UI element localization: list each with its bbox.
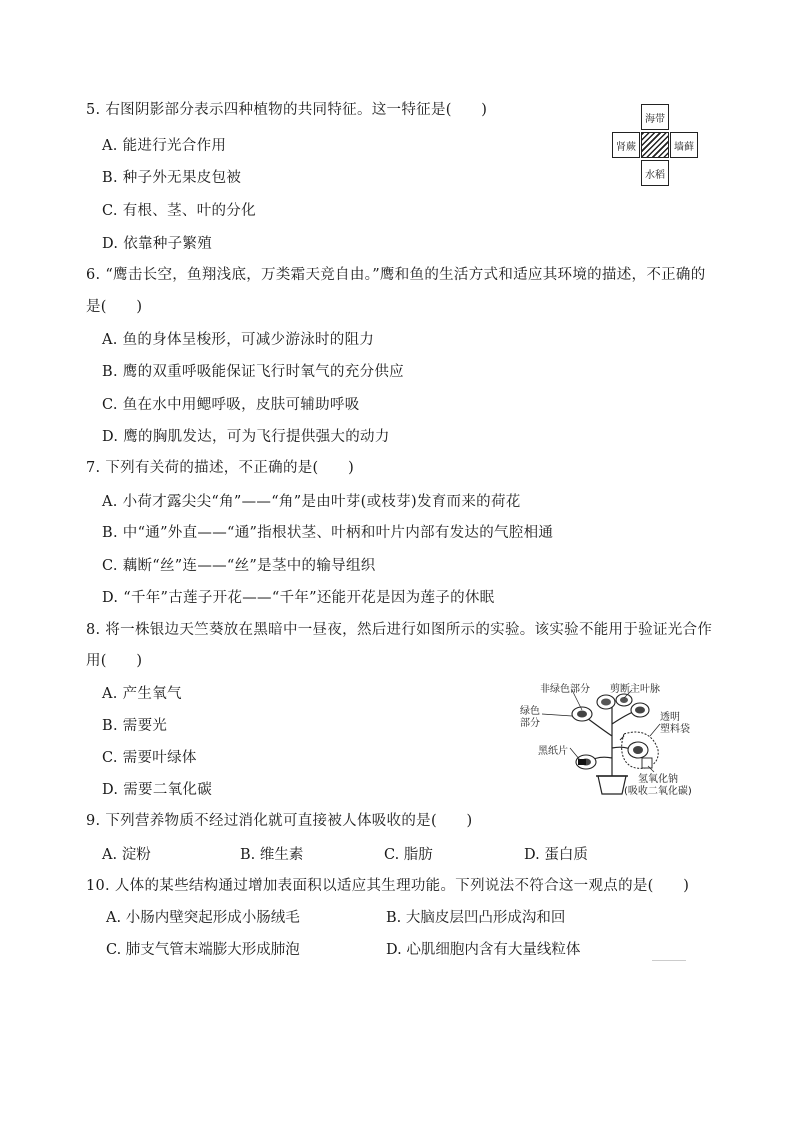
q5-option-b[interactable]: B. 种子外无果皮包被	[102, 170, 242, 186]
q7-option-d[interactable]: D. “千年”古莲子开花——“千年”还能开花是因为莲子的休眠	[102, 590, 495, 606]
label-transparent-bag-2: 塑料袋	[660, 724, 690, 735]
q9-option-a[interactable]: A. 淀粉	[102, 847, 151, 863]
q6-stem-line2: 是( )	[86, 299, 143, 315]
q10-stem: 10. 人体的某些结构通过增加表面积以适应其生理功能。下列说法不符合这一观点的是( )	[86, 878, 690, 894]
q6-option-b[interactable]: B. 鹰的双重呼吸能保证飞行时氧气的充分供应	[102, 364, 404, 380]
label-naoh-note: (吸收二氧化碳)	[624, 786, 692, 797]
cross-left-fern: 肾蕨	[612, 132, 640, 158]
q5-cross-diagram	[612, 104, 700, 188]
label-black-paper: 黑纸片	[538, 746, 568, 757]
q8-stem-line2: 用( )	[86, 653, 143, 669]
cross-top-kelp: 海带	[641, 104, 669, 130]
q9-options-row	[102, 845, 702, 865]
cross-bottom-rice: 水稻	[641, 160, 669, 186]
q8-stem-line1: 8. 将一株银边天竺葵放在黑暗中一昼夜，然后进行如图所示的实验。该实验不能用于验证光合作	[86, 622, 713, 638]
q10-options-row-1	[102, 908, 702, 928]
label-green-part-2: 部分	[520, 718, 540, 729]
q7-option-b[interactable]: B. 中“通”外直——“通”指根状茎、叶柄和叶片内部有发达的气腔相通	[102, 525, 554, 541]
q9-option-d[interactable]: D. 蛋白质	[524, 847, 588, 863]
q7-stem: 7. 下列有关荷的描述，不正确的是( )	[86, 460, 355, 476]
label-transparent-bag-1: 透明	[660, 712, 680, 723]
q8-option-c[interactable]: C. 需要叶绿体	[102, 750, 197, 766]
q8-option-b[interactable]: B. 需要光	[102, 718, 168, 734]
q9-option-b[interactable]: B. 维生素	[240, 847, 304, 863]
q8-option-a[interactable]: A. 产生氧气	[102, 686, 182, 702]
q10-option-c[interactable]: C. 肺支气管末端膨大形成肺泡	[106, 942, 300, 958]
q6-option-d[interactable]: D. 鹰的胸肌发达，可为飞行提供强大的动力	[102, 429, 390, 445]
q10-option-d[interactable]: D. 心肌细胞内含有大量线粒体	[386, 942, 581, 958]
q9-stem: 9. 下列营养物质不经过消化就可直接被人体吸收的是( )	[86, 813, 473, 829]
q5-option-d[interactable]: D. 依靠种子繁殖	[102, 236, 213, 252]
q10-option-b[interactable]: B. 大脑皮层凹凸形成沟和回	[386, 910, 566, 926]
q9-option-c[interactable]: C. 脂肪	[384, 847, 433, 863]
q5-option-a[interactable]: A. 能进行光合作用	[102, 138, 227, 154]
label-green-part-1: 绿色	[520, 706, 540, 717]
q5-stem: 5. 右图阴影部分表示四种植物的共同特征。这一特征是( )	[86, 102, 488, 118]
q10-options-row-2	[102, 940, 702, 960]
label-naoh: 氢氧化钠	[638, 774, 678, 785]
label-cut-main-vein: 剪断主叶脉	[610, 684, 660, 695]
q8-option-d[interactable]: D. 需要二氧化碳	[102, 782, 213, 798]
q6-option-a[interactable]: A. 鱼的身体呈梭形，可减少游泳时的阻力	[102, 332, 375, 348]
q6-stem-line1: 6. “鹰击长空，鱼翔浅底，万类霜天竞自由。”鹰和鱼的生活方式和适应其环境的描述，不正确的	[86, 267, 706, 283]
q7-option-c[interactable]: C. 藕断“丝”连——“丝”是茎中的输导组织	[102, 558, 376, 574]
q10-option-a[interactable]: A. 小肠内壁突起形成小肠绒毛	[106, 910, 300, 926]
cross-center-shaded	[641, 132, 669, 158]
q7-option-a[interactable]: A. 小荷才露尖尖“角”——“角”是由叶芽(或枝芽)发育而来的荷花	[102, 494, 521, 510]
cross-right-moss: 墙藓	[670, 132, 698, 158]
scan-mark-divider	[652, 960, 686, 961]
label-non-green-part: 非绿色部分	[540, 684, 590, 695]
q8-plant-experiment-diagram	[520, 676, 710, 800]
q6-option-c[interactable]: C. 鱼在水中用鳃呼吸，皮肤可辅助呼吸	[102, 397, 360, 413]
q5-option-c[interactable]: C. 有根、茎、叶的分化	[102, 203, 256, 219]
